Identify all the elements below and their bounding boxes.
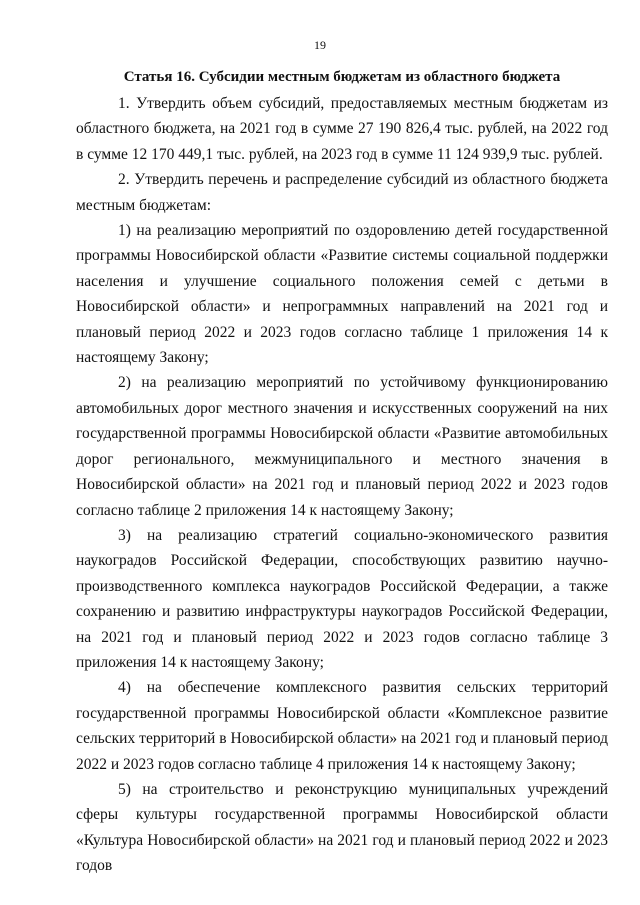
list-item-3-science-cities: 3) на реализацию стратегий социально-экономического развития наукоградов Российской Федерации, способствующих развитию научно-производственного комплекса наукоградов Российской Федерации, а также сохранению и развитию инфраструктуры наукоградов Российской Федерации, на 2021 год и плановый период 2022 и 2023 годов согласно таблице 3 приложения 14 к настоящему Закону; (76, 526, 608, 671)
article-title: Статья 16. Субсидии местным бюджетам из областного бюджета (123, 69, 561, 85)
list-item-5-culture: 5) на строительство и реконструкцию муниципальных учреждений сферы культуры государственной программы Новосибирской области «Культура Новосибирской области» на 2021 год и плановый период 2022 и 2023 годов (76, 780, 608, 875)
paragraph-2-subsidy-list: 2. Утвердить перечень и распределение субсидий из областного бюджета местным бюджетам: (76, 171, 608, 214)
list-item-1-child-health: 1) на реализацию мероприятий по оздоровлению детей государственной программы Новосибирской области «Развитие системы социальной поддержки населения и улучшение социального положения семей с детьми в Новосибирской области» и непрограммных направлений на 2021 год и плановый период 2022 и 2023 годов согласно таблице 1 приложения 14 к настоящему Закону; (76, 222, 608, 367)
document-body (76, 68, 608, 879)
list-item-4-rural-development: 4) на обеспечение комплексного развития сельских территорий государственной программы Новосибирской области «Комплексное развитие сельских территорий в Новосибирской области» на 2021 год и плановый период 2022 и 2023 годов согласно таблице 4 приложения 14 к настоящему Закону; (76, 679, 608, 773)
paragraph-1-subsidy-volume: 1. Утвердить объем субсидий, предоставляемых местным бюджетам из областного бюджета, на 2021 год в сумме 27 190 826,4 тыс. рублей, на 2022 год в сумме 12 170 449,1 тыс. рублей, на 2023 год в сумме 11 124 939,9 тыс. рублей. (76, 95, 608, 163)
list-item-2-roads: 2) на реализацию мероприятий по устойчивому функционированию автомобильных дорог местного значения и искусственных сооружений на них государственной программы Новосибирской области «Развитие автомобильных дорог регионального, межмуниципального и местного значения в Новосибирской области» на 2021 год и плановый период 2022 и 2023 годов согласно таблице 2 приложения 14 к настоящему Закону; (76, 374, 608, 519)
page-number: 19 (314, 38, 326, 52)
